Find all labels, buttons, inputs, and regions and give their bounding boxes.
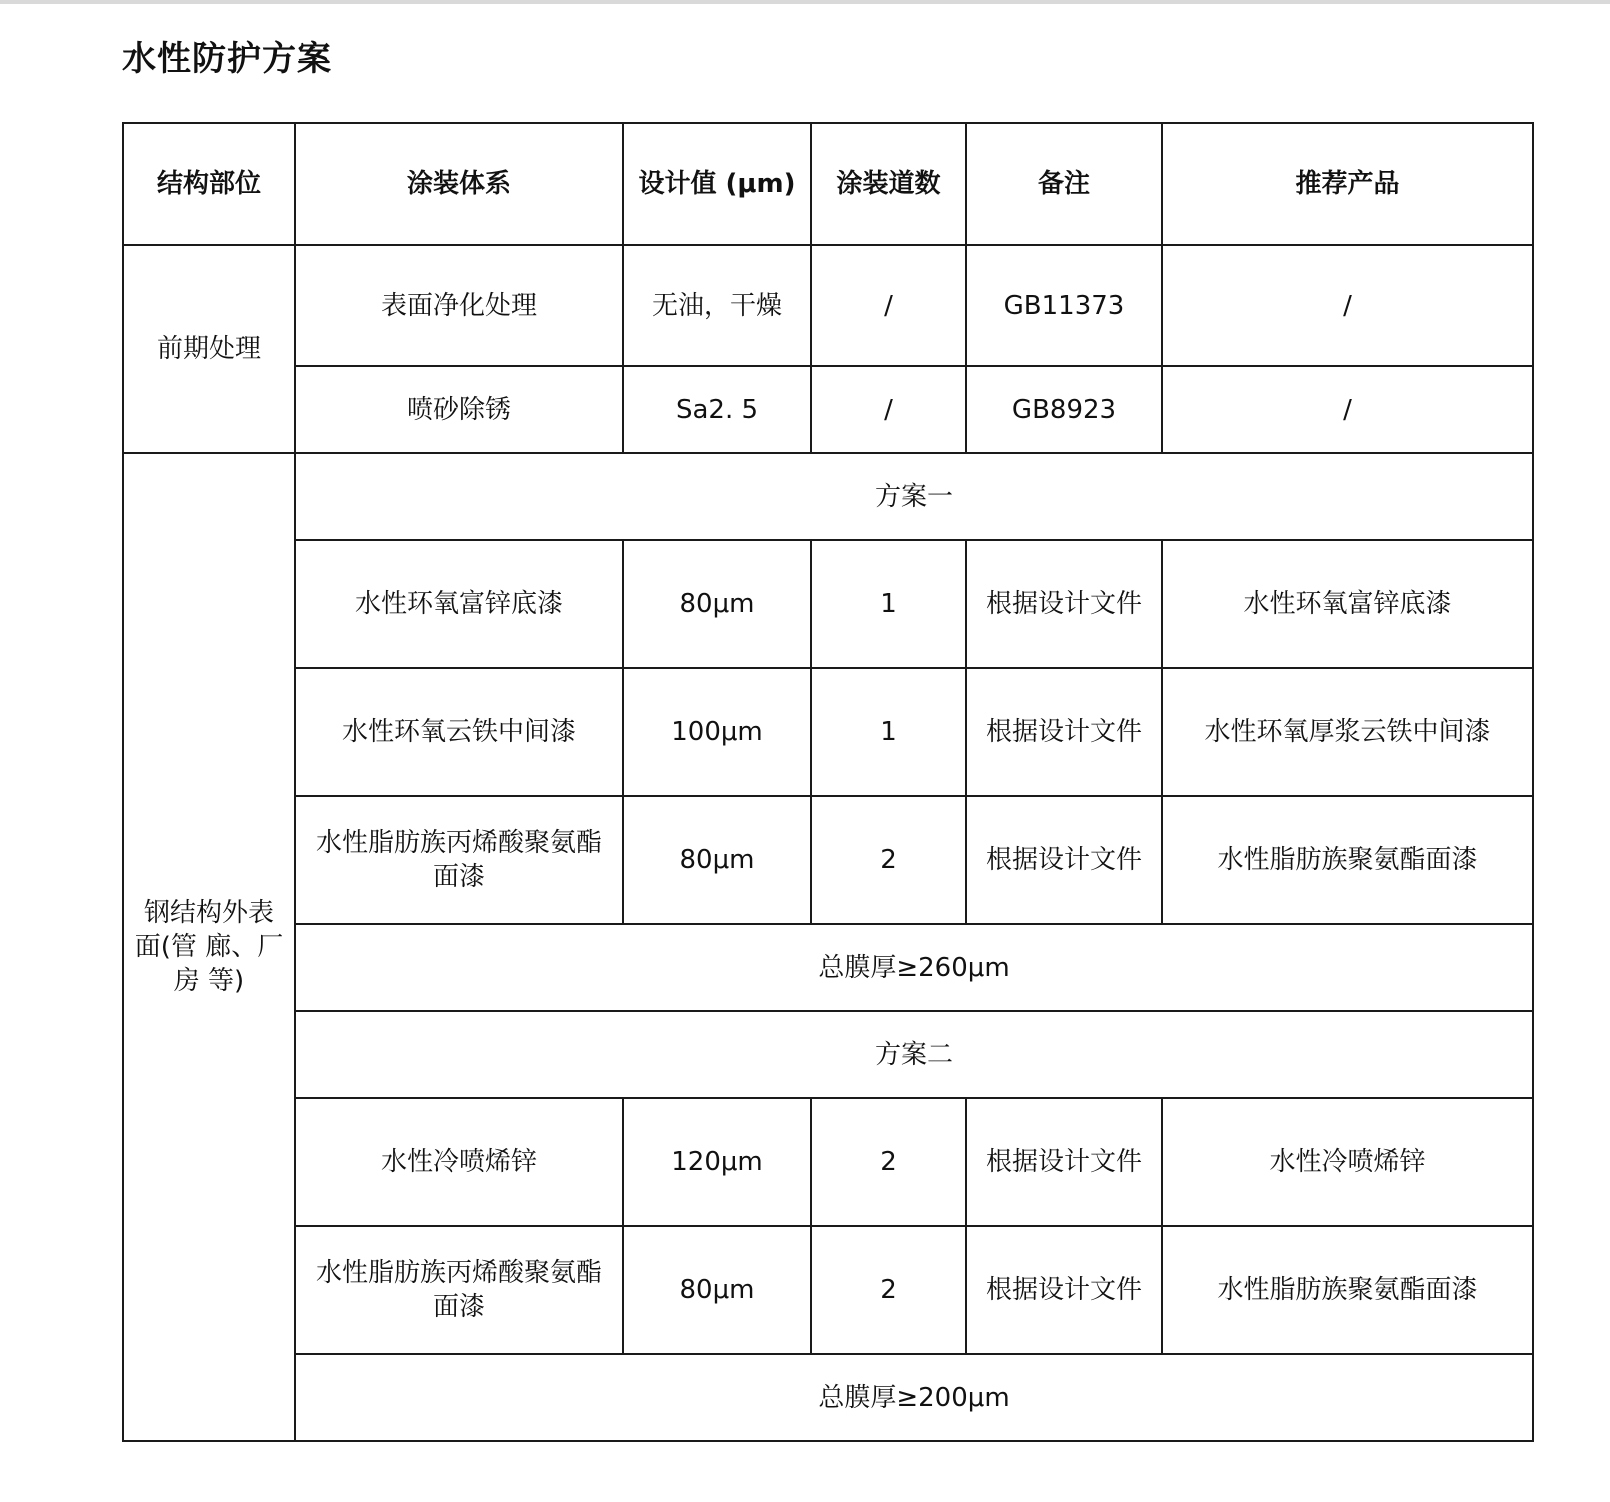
cell-system: 水性环氧富锌底漆	[295, 540, 623, 668]
cell-coats: /	[811, 366, 966, 453]
cell-coats: 1	[811, 540, 966, 668]
plan-two-title: 方案二	[295, 1011, 1533, 1098]
cell-system	[295, 796, 623, 924]
cell-design: Sa2. 5	[623, 366, 811, 453]
header-coats: 涂装道数	[811, 123, 966, 245]
cell-design: 100μm	[623, 668, 811, 796]
cell-coats: 2	[811, 1098, 966, 1226]
region-steel-surface	[123, 453, 295, 1441]
cell-note: 根据设计文件	[966, 796, 1162, 924]
cell-note: GB11373	[966, 245, 1162, 366]
plan-two-total: 总膜厚≥200μm	[295, 1354, 1533, 1441]
cell-note: 根据设计文件	[966, 668, 1162, 796]
table-row	[123, 245, 1533, 366]
cell-coats: 1	[811, 668, 966, 796]
cell-product: 水性环氧富锌底漆	[1162, 540, 1533, 668]
table-row	[123, 540, 1533, 668]
plan-total-row	[123, 924, 1533, 1011]
table-row	[123, 796, 1533, 924]
table-row	[123, 1226, 1533, 1354]
plan-title-row	[123, 453, 1533, 540]
cell-coats: 2	[811, 796, 966, 924]
cell-system-line: 水性脂肪族丙烯酸聚氨酯	[315, 1258, 602, 1288]
plan-total-row	[123, 1354, 1533, 1441]
table-row	[123, 1098, 1533, 1226]
cell-design: 80μm	[623, 540, 811, 668]
cell-system: 水性冷喷烯锌	[295, 1098, 623, 1226]
cell-product: 水性脂肪族聚氨酯面漆	[1162, 796, 1533, 924]
cell-system	[295, 1226, 623, 1354]
cell-coats: 2	[811, 1226, 966, 1354]
region-label-line: 房 等)	[173, 966, 245, 996]
plan-one-title: 方案一	[295, 453, 1533, 540]
top-border	[0, 0, 1610, 4]
table-row	[123, 366, 1533, 453]
coating-spec-table	[122, 122, 1534, 1442]
region-pretreatment: 前期处理	[123, 245, 295, 453]
region-label-line: 面(管 廊、厂	[134, 932, 284, 962]
header-system: 涂装体系	[295, 123, 623, 245]
header-design: 设计值 (μm)	[623, 123, 811, 245]
cell-system: 水性环氧云铁中间漆	[295, 668, 623, 796]
cell-system-line: 面漆	[432, 862, 485, 892]
cell-product: /	[1162, 245, 1533, 366]
cell-design: 120μm	[623, 1098, 811, 1226]
header-product: 推荐产品	[1162, 123, 1533, 245]
plan-one-total: 总膜厚≥260μm	[295, 924, 1533, 1011]
cell-system-line: 水性脂肪族丙烯酸聚氨酯	[315, 828, 602, 858]
header-note: 备注	[966, 123, 1162, 245]
cell-design: 80μm	[623, 1226, 811, 1354]
cell-design: 无油，干燥	[623, 245, 811, 366]
cell-system: 喷砂除锈	[295, 366, 623, 453]
cell-note: 根据设计文件	[966, 540, 1162, 668]
plan-title-row	[123, 1011, 1533, 1098]
cell-note: GB8923	[966, 366, 1162, 453]
header-row	[123, 123, 1533, 245]
page-title: 水性防护方案	[122, 39, 332, 79]
cell-product: 水性脂肪族聚氨酯面漆	[1162, 1226, 1533, 1354]
cell-product: /	[1162, 366, 1533, 453]
cell-system-line: 面漆	[432, 1292, 485, 1322]
header-part: 结构部位	[123, 123, 295, 245]
table-row	[123, 668, 1533, 796]
cell-design: 80μm	[623, 796, 811, 924]
cell-system: 表面净化处理	[295, 245, 623, 366]
region-label-line: 钢结构外表	[143, 898, 274, 928]
cell-note: 根据设计文件	[966, 1226, 1162, 1354]
cell-product: 水性环氧厚浆云铁中间漆	[1162, 668, 1533, 796]
cell-coats: /	[811, 245, 966, 366]
cell-product: 水性冷喷烯锌	[1162, 1098, 1533, 1226]
cell-note: 根据设计文件	[966, 1098, 1162, 1226]
